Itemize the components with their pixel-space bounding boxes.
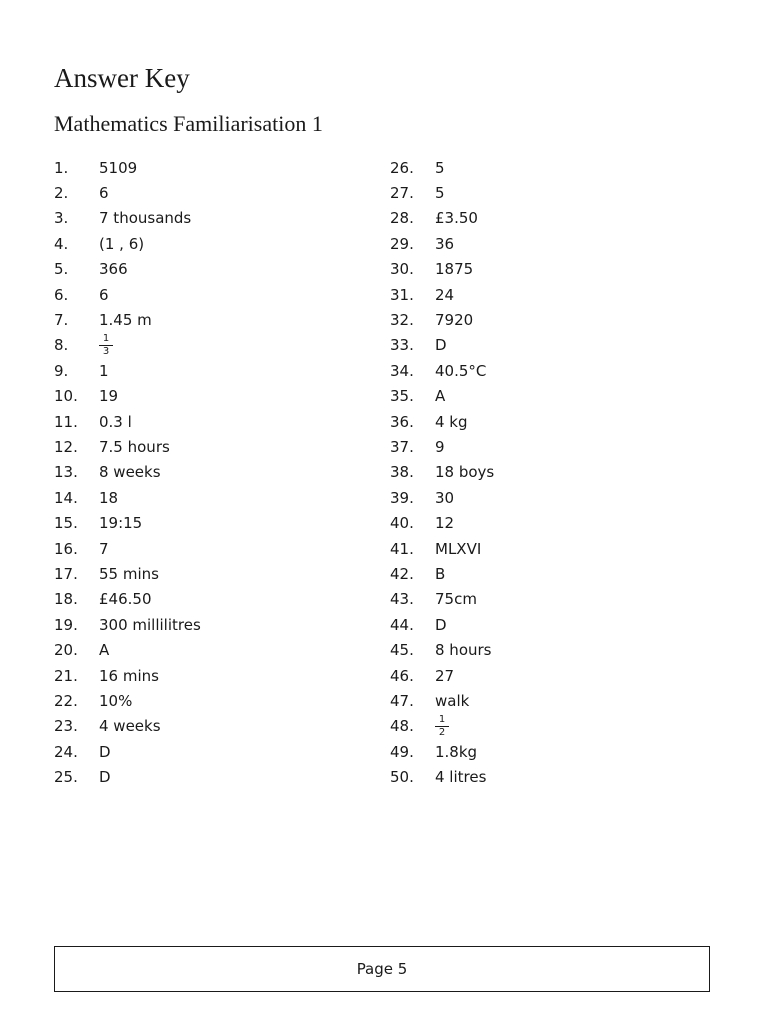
answer-row — [390, 155, 494, 180]
question-number: 39. — [390, 488, 414, 507]
answer-row — [390, 257, 494, 282]
answer-value: 55 mins — [99, 564, 159, 583]
answer-value: 19:15 — [99, 514, 143, 533]
answer-value: 24 — [435, 285, 455, 304]
answer-value: 36 — [435, 234, 455, 253]
answer-value: D — [99, 768, 111, 787]
question-number: 22. — [54, 691, 78, 710]
question-number: 27. — [390, 184, 414, 203]
answer-value: 6 — [99, 285, 109, 304]
answer-row — [54, 587, 201, 612]
question-number: 15. — [54, 514, 78, 533]
question-number: 49. — [390, 742, 414, 761]
fraction-denominator: 3 — [102, 345, 110, 357]
question-number: 28. — [390, 209, 414, 228]
question-number: 18. — [54, 590, 78, 609]
answer-value: 7920 — [435, 311, 474, 330]
answer-value: 18 boys — [435, 463, 495, 482]
answer-value: 7 — [99, 539, 109, 558]
question-number: 30. — [390, 260, 414, 279]
fraction — [435, 715, 449, 738]
answer-row — [54, 688, 201, 713]
answer-value: 18 — [99, 488, 119, 507]
question-number: 50. — [390, 768, 414, 787]
question-number: 25. — [54, 768, 78, 787]
answer-row — [390, 409, 494, 434]
question-number: 26. — [390, 158, 414, 177]
question-number: 41. — [390, 539, 414, 558]
answer-row — [54, 384, 201, 409]
answer-value: £46.50 — [99, 590, 152, 609]
fraction-denominator: 2 — [438, 726, 446, 738]
fraction — [99, 334, 113, 357]
question-number: 10. — [54, 387, 78, 406]
question-number: 24. — [54, 742, 78, 761]
question-number: 47. — [390, 691, 414, 710]
question-number: 12. — [54, 437, 78, 456]
answer-value: 7 thousands — [99, 209, 192, 228]
answer-value: B — [435, 564, 446, 583]
question-number: 11. — [54, 412, 78, 431]
answer-row — [390, 231, 494, 256]
question-number: 37. — [390, 437, 414, 456]
answer-value: D — [99, 742, 111, 761]
question-number: 5. — [54, 260, 69, 279]
answer-row — [390, 358, 494, 383]
answer-row — [54, 282, 201, 307]
answer-value: 5 — [435, 158, 445, 177]
answer-row — [54, 612, 201, 637]
question-number: 43. — [390, 590, 414, 609]
question-number: 13. — [54, 463, 78, 482]
answer-row — [390, 282, 494, 307]
answer-row — [390, 460, 494, 485]
page-footer — [54, 946, 710, 992]
question-number: 44. — [390, 615, 414, 634]
answer-row — [390, 384, 494, 409]
answer-row — [390, 485, 494, 510]
page-subtitle: Mathematics Familiarisation 1 — [54, 111, 323, 136]
answer-value: 6 — [99, 184, 109, 203]
question-number: 40. — [390, 514, 414, 533]
answer-value: (1 , 6) — [99, 234, 145, 253]
answer-row — [54, 536, 201, 561]
question-number: 46. — [390, 666, 414, 685]
answer-value: D — [435, 615, 447, 634]
question-number: 14. — [54, 488, 78, 507]
answer-value: 8 weeks — [99, 463, 161, 482]
question-number: 8. — [54, 336, 69, 355]
answer-row — [390, 764, 494, 789]
answer-row — [54, 637, 201, 662]
answer-value: 1 — [99, 361, 109, 380]
question-number: 34. — [390, 361, 414, 380]
question-number: 3. — [54, 209, 69, 228]
answer-row — [390, 307, 494, 332]
question-number: 1. — [54, 158, 69, 177]
question-number: 32. — [390, 311, 414, 330]
answer-row — [54, 485, 201, 510]
answer-row — [390, 561, 494, 586]
answer-row — [390, 536, 494, 561]
answer-value: 1875 — [435, 260, 474, 279]
question-number: 33. — [390, 336, 414, 355]
answer-row — [54, 739, 201, 764]
answer-value: 30 — [435, 488, 455, 507]
question-number: 36. — [390, 412, 414, 431]
question-number: 48. — [390, 717, 414, 736]
question-number: 2. — [54, 184, 69, 203]
answer-row — [54, 714, 201, 739]
answer-row — [54, 231, 201, 256]
answer-row — [390, 688, 494, 713]
answer-row — [390, 612, 494, 637]
question-number: 17. — [54, 564, 78, 583]
question-number: 20. — [54, 641, 78, 660]
answer-row — [54, 460, 201, 485]
answer-value: 5109 — [99, 158, 138, 177]
question-number: 16. — [54, 539, 78, 558]
answer-row — [54, 409, 201, 434]
answer-row — [390, 663, 494, 688]
question-number: 42. — [390, 564, 414, 583]
answer-row — [54, 358, 201, 383]
answer-value: 1.8kg — [435, 742, 478, 761]
answer-value: 0.3 l — [99, 412, 132, 431]
answer-row — [54, 663, 201, 688]
answer-value: 12 — [435, 514, 455, 533]
answer-row — [390, 180, 494, 205]
answer-value: 7.5 hours — [99, 437, 170, 456]
answer-value: 5 — [435, 184, 445, 203]
answer-value: 9 — [435, 437, 445, 456]
answer-value: 4 litres — [435, 768, 487, 787]
answer-row — [54, 333, 201, 358]
answer-value: D — [435, 336, 447, 355]
answer-value: A — [99, 641, 110, 660]
answer-row — [390, 637, 494, 662]
answer-row — [54, 155, 201, 180]
answer-value — [99, 334, 113, 357]
question-number: 6. — [54, 285, 69, 304]
question-number: 38. — [390, 463, 414, 482]
answer-row — [54, 561, 201, 586]
answer-row — [54, 434, 201, 459]
answer-row — [54, 764, 201, 789]
question-number: 7. — [54, 311, 69, 330]
answer-value — [435, 715, 449, 738]
answer-value: 10% — [99, 691, 133, 710]
answer-row — [54, 180, 201, 205]
answer-value: MLXVI — [435, 539, 482, 558]
answer-row — [54, 307, 201, 332]
answer-row — [390, 587, 494, 612]
answer-row — [54, 257, 201, 282]
answer-value: 300 millilitres — [99, 615, 201, 634]
answer-row — [390, 510, 494, 535]
question-number: 45. — [390, 641, 414, 660]
answer-value: 8 hours — [435, 641, 492, 660]
question-number: 23. — [54, 717, 78, 736]
answer-value: 1.45 m — [99, 311, 152, 330]
answer-value: A — [435, 387, 446, 406]
question-number: 29. — [390, 234, 414, 253]
question-number: 19. — [54, 615, 78, 634]
answer-value: 27 — [435, 666, 455, 685]
answer-row — [390, 714, 494, 739]
answer-value: 366 — [99, 260, 128, 279]
answer-value: 75cm — [435, 590, 477, 609]
answers-right-column — [390, 155, 494, 790]
answer-value: 16 mins — [99, 666, 159, 685]
page-title: Answer Key — [54, 63, 190, 93]
question-number: 35. — [390, 387, 414, 406]
answer-row — [390, 206, 494, 231]
fraction-numerator: 1 — [102, 332, 110, 344]
question-number: 4. — [54, 234, 69, 253]
question-number: 31. — [390, 285, 414, 304]
page-number: Page 5 — [356, 960, 408, 978]
answer-value: £3.50 — [435, 209, 478, 228]
fraction-numerator: 1 — [438, 713, 446, 725]
answer-row — [54, 206, 201, 231]
answer-row — [390, 739, 494, 764]
answer-value: walk — [435, 691, 470, 710]
answer-value: 4 kg — [435, 412, 468, 431]
answers-left-column — [54, 155, 201, 790]
answer-row — [54, 510, 201, 535]
answer-row — [390, 333, 494, 358]
answer-value: 40.5°C — [435, 361, 487, 380]
question-number: 9. — [54, 361, 69, 380]
answer-row — [390, 434, 494, 459]
answer-value: 4 weeks — [99, 717, 161, 736]
question-number: 21. — [54, 666, 78, 685]
answer-value: 19 — [99, 387, 119, 406]
